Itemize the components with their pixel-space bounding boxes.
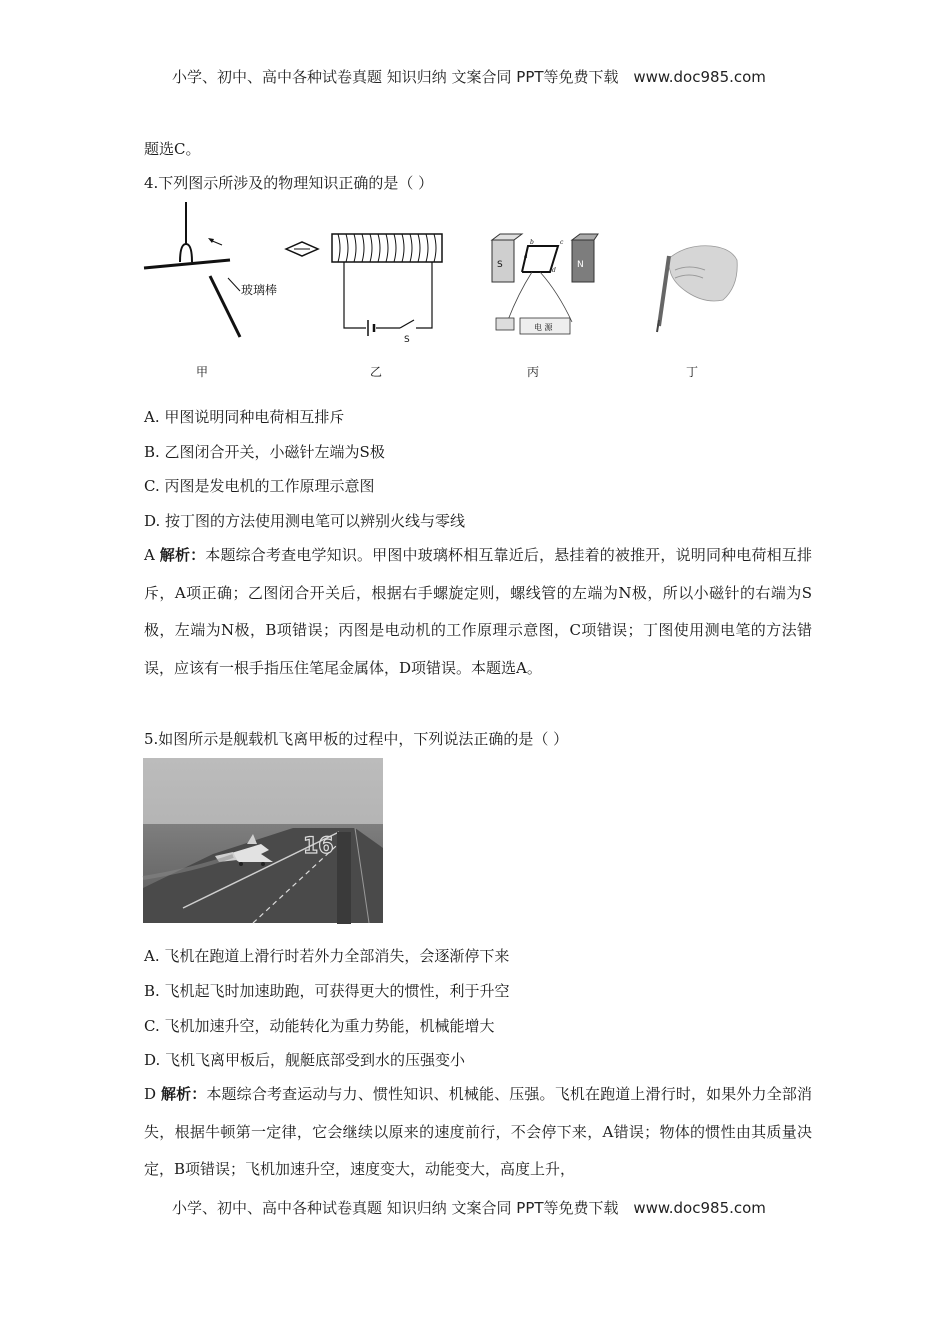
caption-yi: 乙 bbox=[370, 365, 383, 379]
coil-b-label: b bbox=[530, 239, 534, 246]
page-footer bbox=[172, 1197, 766, 1218]
q4-option-b: B. 乙图闭合开关，小磁针左端为S极 bbox=[144, 443, 385, 461]
footer-text: 小学、初中、高中各种试卷真题 知识归纳 文案合同 PPT等免费下载 bbox=[172, 1199, 619, 1217]
q4-analysis bbox=[144, 537, 812, 687]
coil-a-label: a bbox=[524, 253, 528, 260]
coil-c-label: c bbox=[560, 239, 564, 246]
q4-option-d: D. 按丁图的方法使用测电笔可以辨别火线与零线 bbox=[144, 512, 466, 530]
q5-option-a: A. 飞机在跑道上滑行时若外力全部消失，会逐渐停下来 bbox=[144, 947, 510, 965]
q4-analysis-label: 解析： bbox=[159, 546, 206, 564]
figure-ding bbox=[645, 240, 745, 335]
figure-jia bbox=[140, 200, 278, 345]
footer-url[interactable]: www.doc985.com bbox=[633, 1199, 766, 1217]
q5-analysis bbox=[144, 1076, 812, 1189]
q4-answer: A bbox=[144, 546, 160, 564]
switch-label: S bbox=[404, 335, 410, 345]
deck-number: 16 bbox=[303, 834, 334, 859]
carrier-photo bbox=[143, 758, 383, 923]
q5-option-c: C. 飞机加速升空，动能转化为重力势能，机械能增大 bbox=[144, 1017, 495, 1035]
power-label: 电 源 bbox=[534, 323, 553, 332]
header-url[interactable]: www.doc985.com bbox=[633, 68, 766, 86]
page-header bbox=[172, 66, 766, 87]
q4-question: 4.下列图示所涉及的物理知识正确的是（ ） bbox=[144, 174, 434, 192]
q5-analysis-text: 本题综合考查运动与力、惯性知识、机械能、压强。飞机在跑道上滑行时，如果外力全部消失，根据牛顿第一定律，它会继续以原来的速度前行，不会停下来，A错误；物体的惯性由其质量决定，B项错误；飞机加速升空，速度变大，动能变大，高度上升， bbox=[144, 1085, 812, 1178]
q4-option-a: A. 甲图说明同种电荷相互排斥 bbox=[144, 408, 345, 426]
coil-d-label: d bbox=[552, 267, 556, 274]
prev-answer-end: 题选C。 bbox=[144, 140, 201, 158]
caption-ding: 丁 bbox=[686, 365, 699, 379]
header-text: 小学、初中、高中各种试卷真题 知识归纳 文案合同 PPT等免费下载 bbox=[172, 68, 619, 86]
q4-option-c: C. 丙图是发电机的工作原理示意图 bbox=[144, 477, 375, 495]
q5-option-b: B. 飞机起飞时加速助跑，可获得更大的惯性，利于升空 bbox=[144, 982, 510, 1000]
caption-bing: 丙 bbox=[527, 365, 540, 379]
q5-answer: D bbox=[144, 1085, 161, 1103]
q5-option-d: D. 飞机飞离甲板后，舰艇底部受到水的压强变小 bbox=[144, 1051, 466, 1069]
figure-bing bbox=[488, 232, 603, 342]
glass-rod-label: 玻璃棒 bbox=[241, 283, 278, 297]
magnet-n-label: N bbox=[577, 260, 584, 270]
magnet-s-label: S bbox=[497, 260, 503, 270]
q5-question: 5.如图所示是舰载机飞离甲板的过程中，下列说法正确的是（ ） bbox=[144, 730, 569, 748]
caption-jia: 甲 bbox=[196, 365, 209, 379]
q5-analysis-label: 解析： bbox=[160, 1085, 207, 1103]
figure-yi bbox=[282, 222, 452, 345]
q4-analysis-text: 本题综合考查电学知识。甲图中玻璃杯相互靠近后，悬挂着的被推开，说明同种电荷相互排斥，A项正确；乙图闭合开关后，根据右手螺旋定则，螺线管的左端为N极，所以小磁针的右端为S极，左端为N极，B项错误；丙图是电动机的工作原理示意图，C项错误；丁图使用测电笔的方法错误，应该有一根手指压住笔尾金属体，D项错误。本题选A。 bbox=[144, 546, 812, 677]
